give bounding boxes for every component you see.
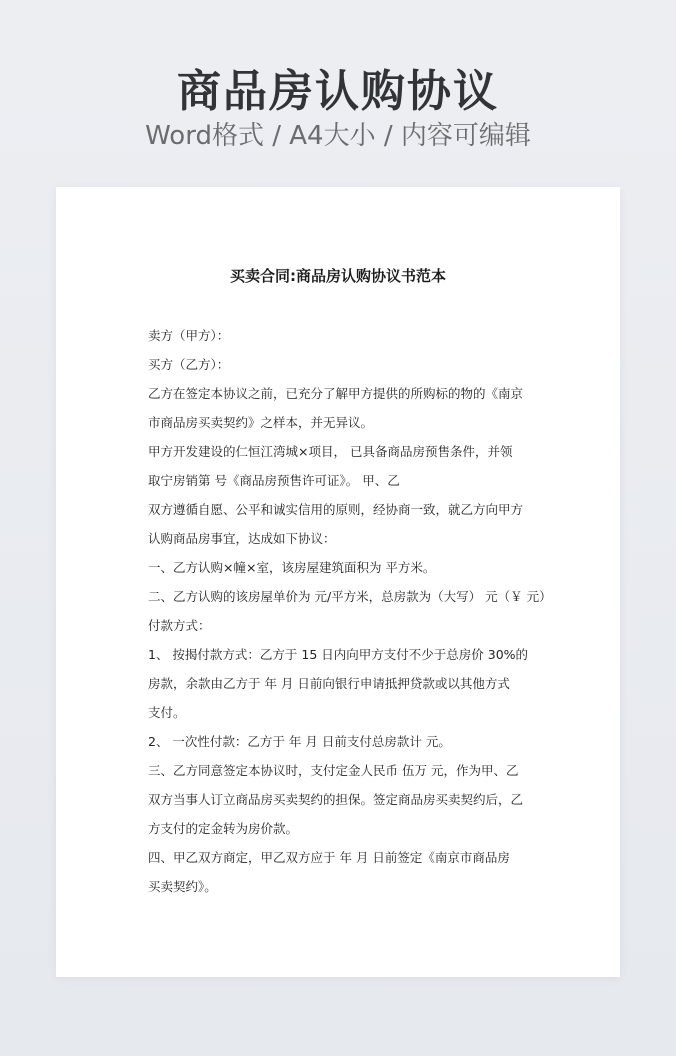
page-subtitle: Word格式 / A4大小 / 内容可编辑	[145, 121, 531, 151]
page-title: 商品房认购协议	[177, 66, 499, 117]
paragraph-line: 市商品房买卖契约》之样本，并无异议。	[148, 415, 374, 430]
seller-line: 卖方（甲方）：	[148, 328, 230, 343]
paragraph-line: 支付。	[148, 705, 186, 720]
document-title: 买卖合同:商品房认购协议书范本	[229, 267, 446, 285]
paragraph-line: 乙方在签定本协议之前，已充分了解甲方提供的所购标的物的《南京	[148, 386, 524, 401]
clause-4-line: 四、甲乙双方商定，甲乙双方应于 年 月 日前签定《南京市商品房	[148, 850, 510, 865]
paragraph-line: 房款，余款由乙方于 年 月 日前向银行申请抵押贷款或以其他方式	[148, 676, 510, 691]
payment-option-1-line: 1、 按揭付款方式：乙方于 15 日内向甲方支付不少于总房价 30%的	[148, 647, 529, 662]
paragraph-line: 方支付的定金转为房价款。	[148, 821, 299, 836]
paragraph-line: 双方当事人订立商品房买卖契约的担保。签定商品房买卖契约后，乙	[148, 792, 524, 807]
buyer-line: 买方（乙方）：	[148, 357, 230, 372]
paragraph-line: 认购商品房事宜，达成如下协议：	[148, 531, 336, 546]
paragraph-line: 买卖契约》。	[148, 879, 217, 894]
clause-3-line: 三、乙方同意签定本协议时，支付定金人民币 伍万 元，作为甲、乙	[148, 763, 519, 778]
clause-2-line: 二、乙方认购的该房屋单价为 元/平方米，总房款为（大写） 元（￥ 元）	[148, 589, 552, 604]
document-page	[56, 187, 620, 977]
payment-option-2-line: 2、 一次性付款：乙方于 年 月 日前支付总房款计 元。	[148, 734, 451, 749]
document-body	[148, 321, 552, 901]
paragraph-line: 甲方开发建设的仁恒江湾城×项目， 已具备商品房预售条件，并领	[148, 444, 513, 459]
paragraph-line: 取宁房销第 号《商品房预售许可证》。 甲、乙	[148, 473, 400, 488]
paragraph-line: 双方遵循自愿、公平和诚实信用的原则，经协商一致，就乙方向甲方	[148, 502, 524, 517]
payment-method-line: 付款方式：	[148, 618, 211, 633]
clause-1-line: 一、乙方认购×幢×室，该房屋建筑面积为 平方米。	[148, 560, 436, 575]
